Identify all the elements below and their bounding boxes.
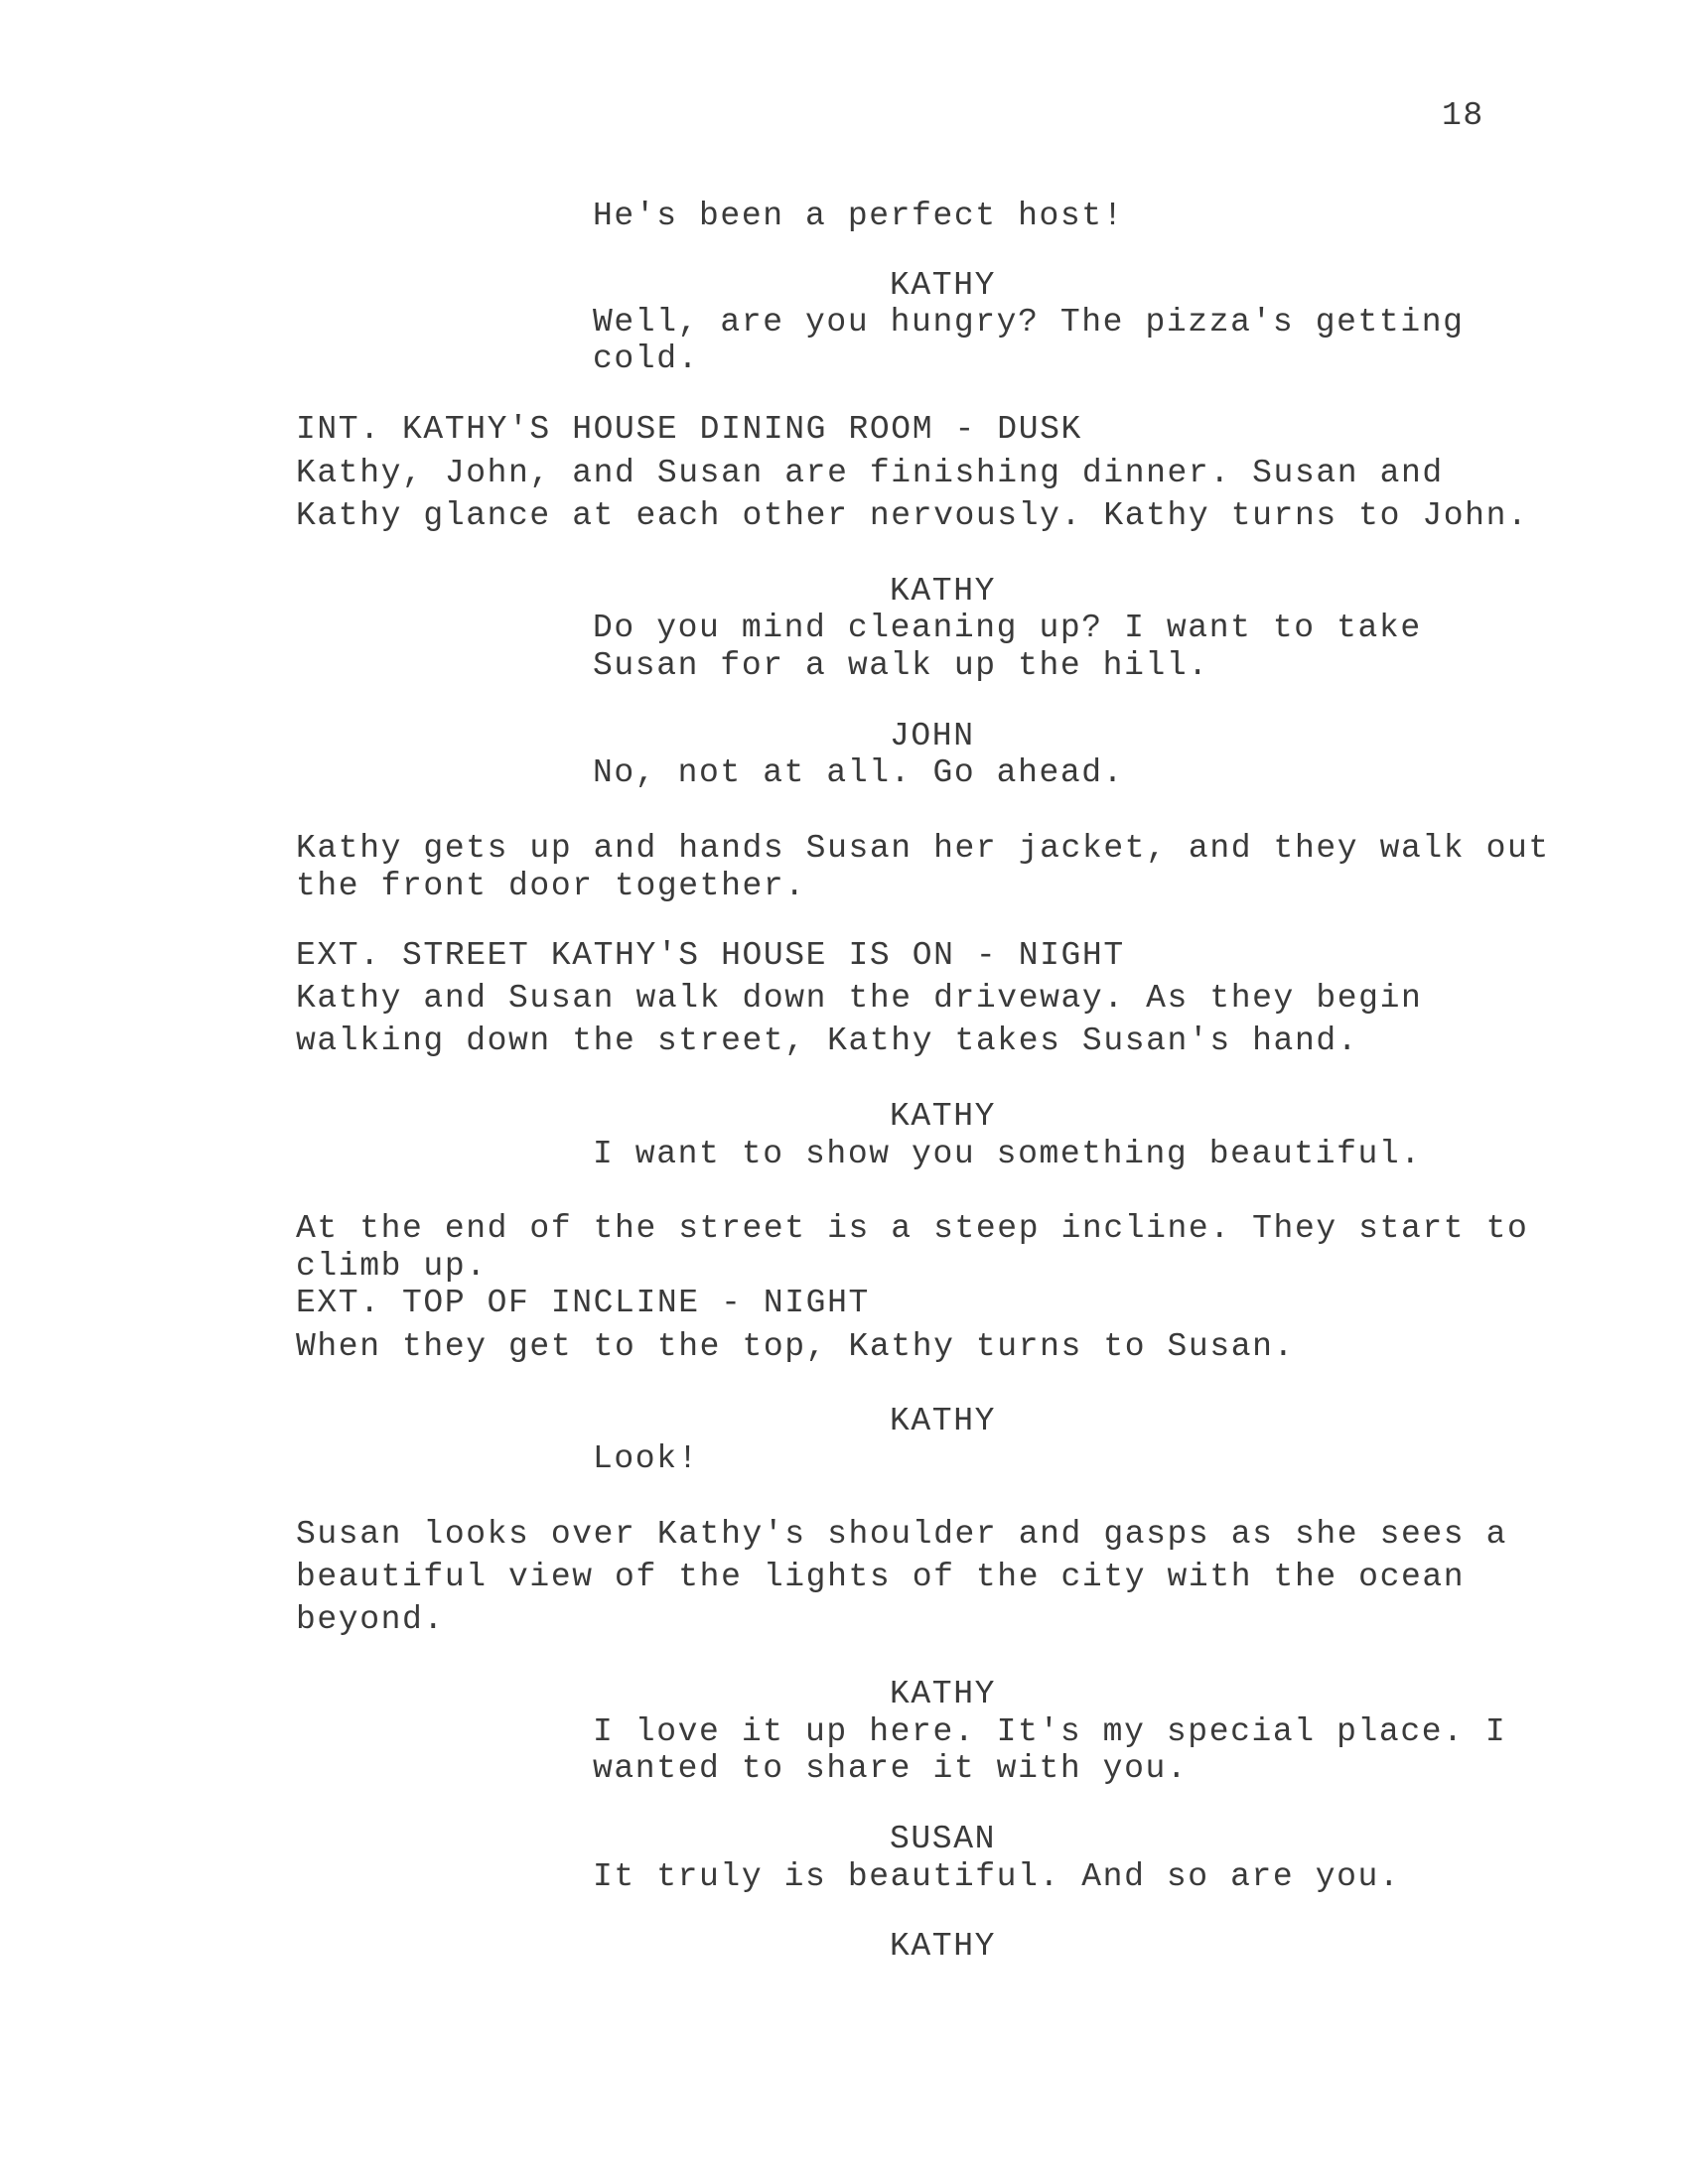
action-line: Kathy and Susan walk down the driveway. As they begin — [296, 980, 1423, 1017]
character-name: KATHY — [890, 1676, 997, 1712]
dialogue-line: cold. — [593, 341, 700, 377]
dialogue-line: I want to show you something beautiful. — [593, 1136, 1422, 1172]
scene-heading: EXT. STREET KATHY'S HOUSE IS ON - NIGHT — [296, 937, 1125, 974]
action-line: At the end of the street is a steep incline. They start to — [296, 1210, 1529, 1247]
character-name: KATHY — [890, 573, 997, 610]
character-name: KATHY — [890, 1403, 997, 1439]
dialogue-line: Do you mind cleaning up? I want to take — [593, 610, 1422, 646]
scene-heading: INT. KATHY'S HOUSE DINING ROOM - DUSK — [296, 411, 1082, 448]
action-line: beyond. — [296, 1601, 445, 1638]
action-line: Susan looks over Kathy's shoulder and gasps as she sees a — [296, 1516, 1507, 1553]
action-line: walking down the street, Kathy takes Susan's hand. — [296, 1023, 1359, 1059]
action-line: the front door together. — [296, 868, 806, 904]
dialogue-line: Well, are you hungry? The pizza's getting — [593, 304, 1465, 341]
character-name: KATHY — [890, 267, 997, 304]
action-line: Kathy, John, and Susan are finishing dinner. Susan and — [296, 455, 1444, 491]
dialogue-line: He's been a perfect host! — [593, 198, 1125, 234]
dialogue-line: wanted to share it with you. — [593, 1750, 1189, 1787]
dialogue-line: Susan for a walk up the hill. — [593, 647, 1209, 684]
page-number: 18 — [1442, 97, 1484, 134]
character-name: KATHY — [890, 1098, 997, 1135]
action-line: climb up. — [296, 1248, 488, 1285]
character-name: KATHY — [890, 1928, 997, 1965]
dialogue-line: Look! — [593, 1440, 700, 1477]
dialogue-line: I love it up here. It's my special place. I — [593, 1713, 1507, 1750]
action-line: Kathy gets up and hands Susan her jacket, and they walk out — [296, 830, 1550, 867]
scene-heading: EXT. TOP OF INCLINE - NIGHT — [296, 1285, 870, 1321]
dialogue-line: It truly is beautiful. And so are you. — [593, 1858, 1401, 1895]
action-line: beautiful view of the lights of the city with the ocean — [296, 1559, 1466, 1595]
action-line: When they get to the top, Kathy turns to Susan. — [296, 1328, 1295, 1365]
dialogue-line: No, not at all. Go ahead. — [593, 754, 1125, 791]
character-name: SUSAN — [890, 1821, 997, 1857]
action-line: Kathy glance at each other nervously. Kathy turns to John. — [296, 497, 1529, 534]
character-name: JOHN — [890, 718, 975, 754]
